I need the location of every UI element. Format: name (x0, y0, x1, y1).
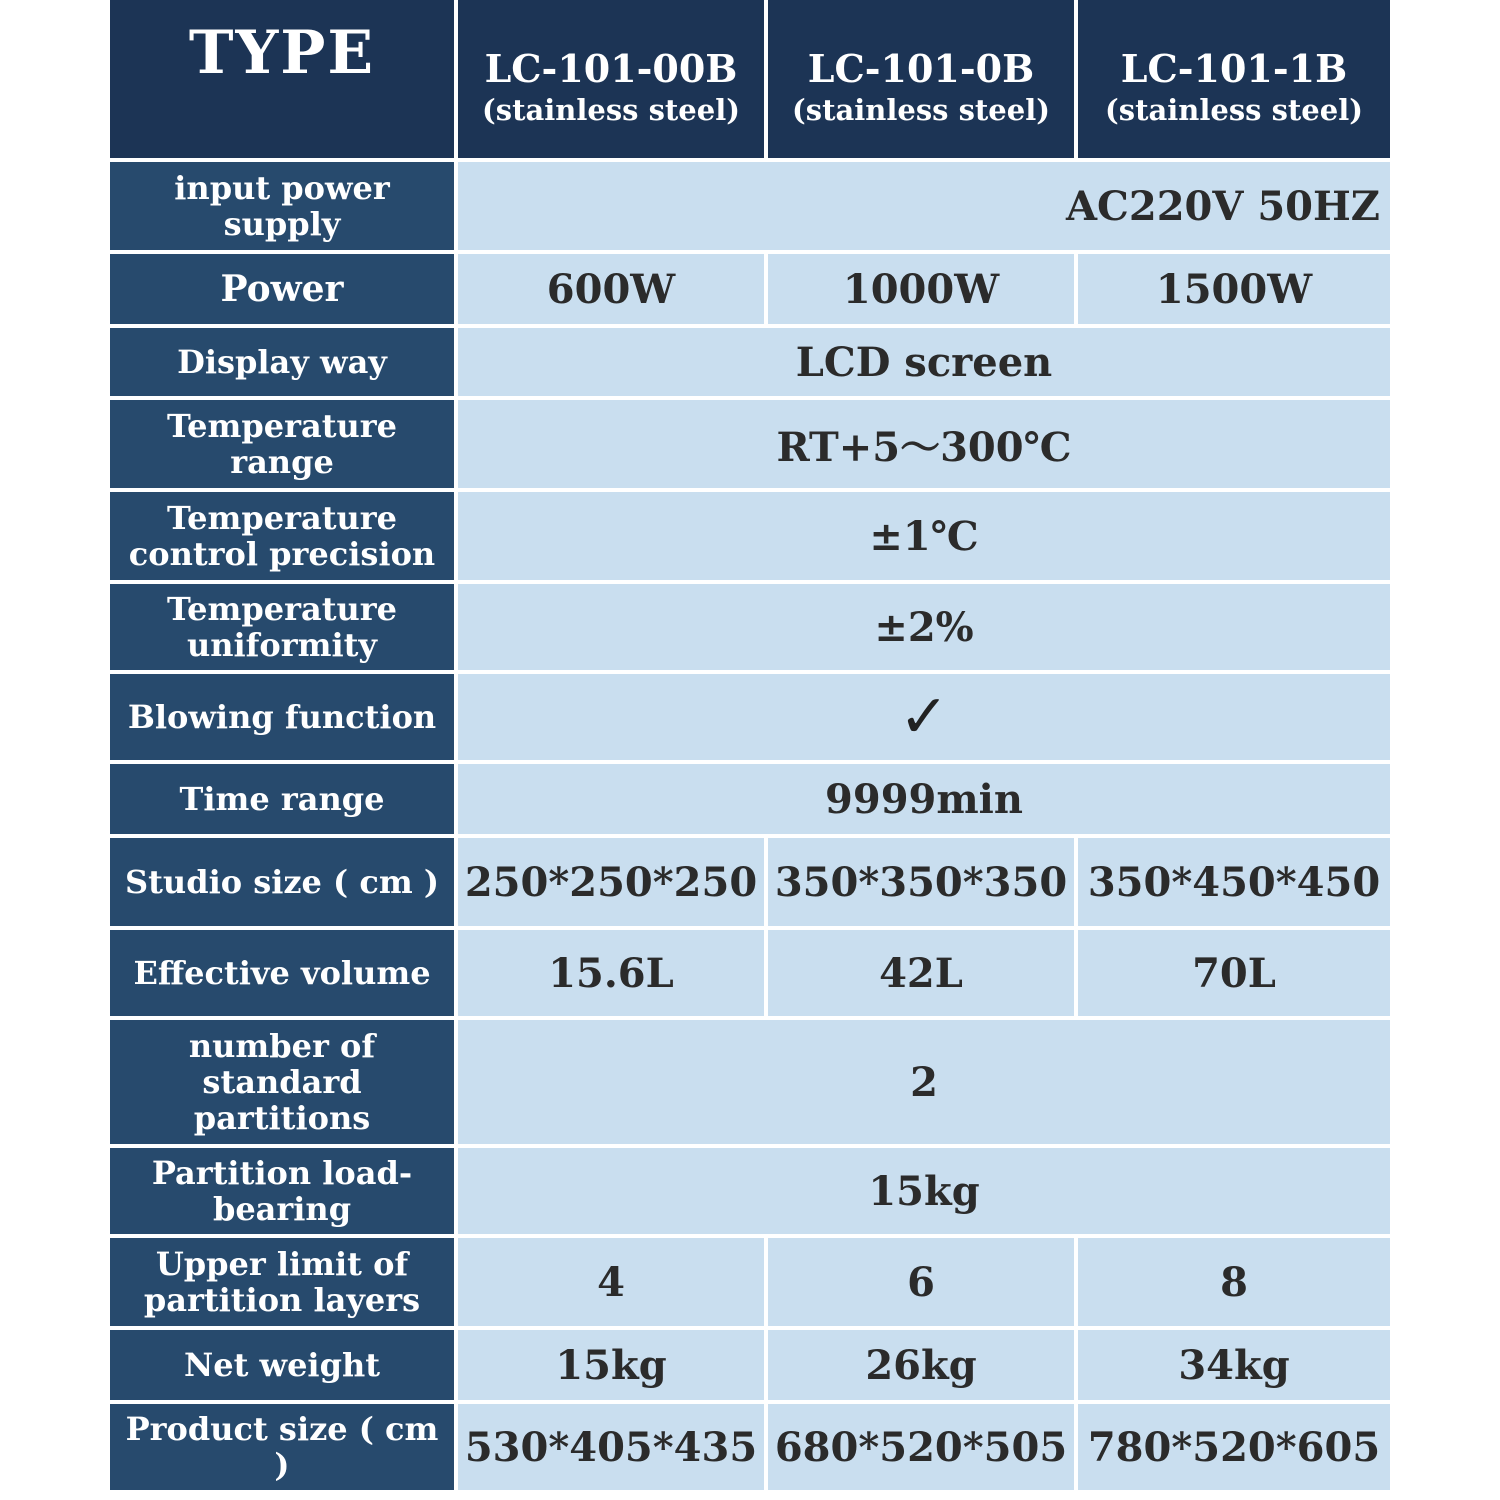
model-material: (stainless steel) (792, 92, 1050, 127)
effective-volume-value-2: 42L (768, 930, 1074, 1016)
checkmark-icon: ✓ (458, 674, 1390, 760)
load-bearing-value: 15kg (458, 1148, 1390, 1234)
row-label-power: Power (110, 254, 454, 324)
temp-uniformity-value: ±2% (458, 584, 1390, 670)
effective-volume-value-3: 70L (1078, 930, 1390, 1016)
row-label-temp-precision: Temperature control precision (110, 492, 454, 580)
row-label-temp-uniformity: Temperature uniformity (110, 584, 454, 670)
row-label-input-power: input power supply (110, 162, 454, 250)
model-material: (stainless steel) (482, 92, 740, 127)
row-label-temp-range: Temperature range (110, 400, 454, 488)
model-name: LC-101-00B (484, 46, 738, 92)
model-header-3 (1078, 0, 1390, 158)
row-label-effective-volume: Effective volume (110, 930, 454, 1016)
temp-precision-value: ±1℃ (458, 492, 1390, 580)
power-value-1: 600W (458, 254, 764, 324)
spec-table (110, 0, 1390, 1500)
model-material: (stainless steel) (1105, 92, 1363, 127)
layers-value-2: 6 (768, 1238, 1074, 1326)
partitions-value: 2 (458, 1020, 1390, 1144)
model-header-1 (458, 0, 764, 158)
display-value: LCD screen (458, 328, 1390, 396)
row-label-net-weight: Net weight (110, 1330, 454, 1400)
power-value-3: 1500W (1078, 254, 1390, 324)
time-range-value: 9999min (458, 764, 1390, 834)
row-label-time-range: Time range (110, 764, 454, 834)
model-header-2 (768, 0, 1074, 158)
type-header: TYPE (110, 0, 454, 158)
model-name: LC-101-0B (807, 46, 1035, 92)
input-power-value: AC220V 50HZ (458, 162, 1390, 250)
row-label-studio-size: Studio size ( cm ) (110, 838, 454, 926)
model-name: LC-101-1B (1120, 46, 1348, 92)
row-label-blowing: Blowing function (110, 674, 454, 760)
row-label-partitions: number of standard partitions (110, 1020, 454, 1144)
layers-value-3: 8 (1078, 1238, 1390, 1326)
layers-value-1: 4 (458, 1238, 764, 1326)
row-label-load-bearing: Partition load-bearing (110, 1148, 454, 1234)
studio-size-value-1: 250*250*250 (458, 838, 764, 926)
net-weight-value-2: 26kg (768, 1330, 1074, 1400)
studio-size-value-3: 350*450*450 (1078, 838, 1390, 926)
studio-size-value-2: 350*350*350 (768, 838, 1074, 926)
product-size-value-3: 780*520*605 (1078, 1404, 1390, 1490)
row-label-layers: Upper limit of partition layers (110, 1238, 454, 1326)
net-weight-value-3: 34kg (1078, 1330, 1390, 1400)
effective-volume-value-1: 15.6L (458, 930, 764, 1016)
power-value-2: 1000W (768, 254, 1074, 324)
row-label-product-size: Product size ( cm ) (110, 1404, 454, 1490)
net-weight-value-1: 15kg (458, 1330, 764, 1400)
product-size-value-2: 680*520*505 (768, 1404, 1074, 1490)
product-size-value-1: 530*405*435 (458, 1404, 764, 1490)
temp-range-value: RT+5～300℃ (458, 400, 1390, 488)
row-label-display: Display way (110, 328, 454, 396)
